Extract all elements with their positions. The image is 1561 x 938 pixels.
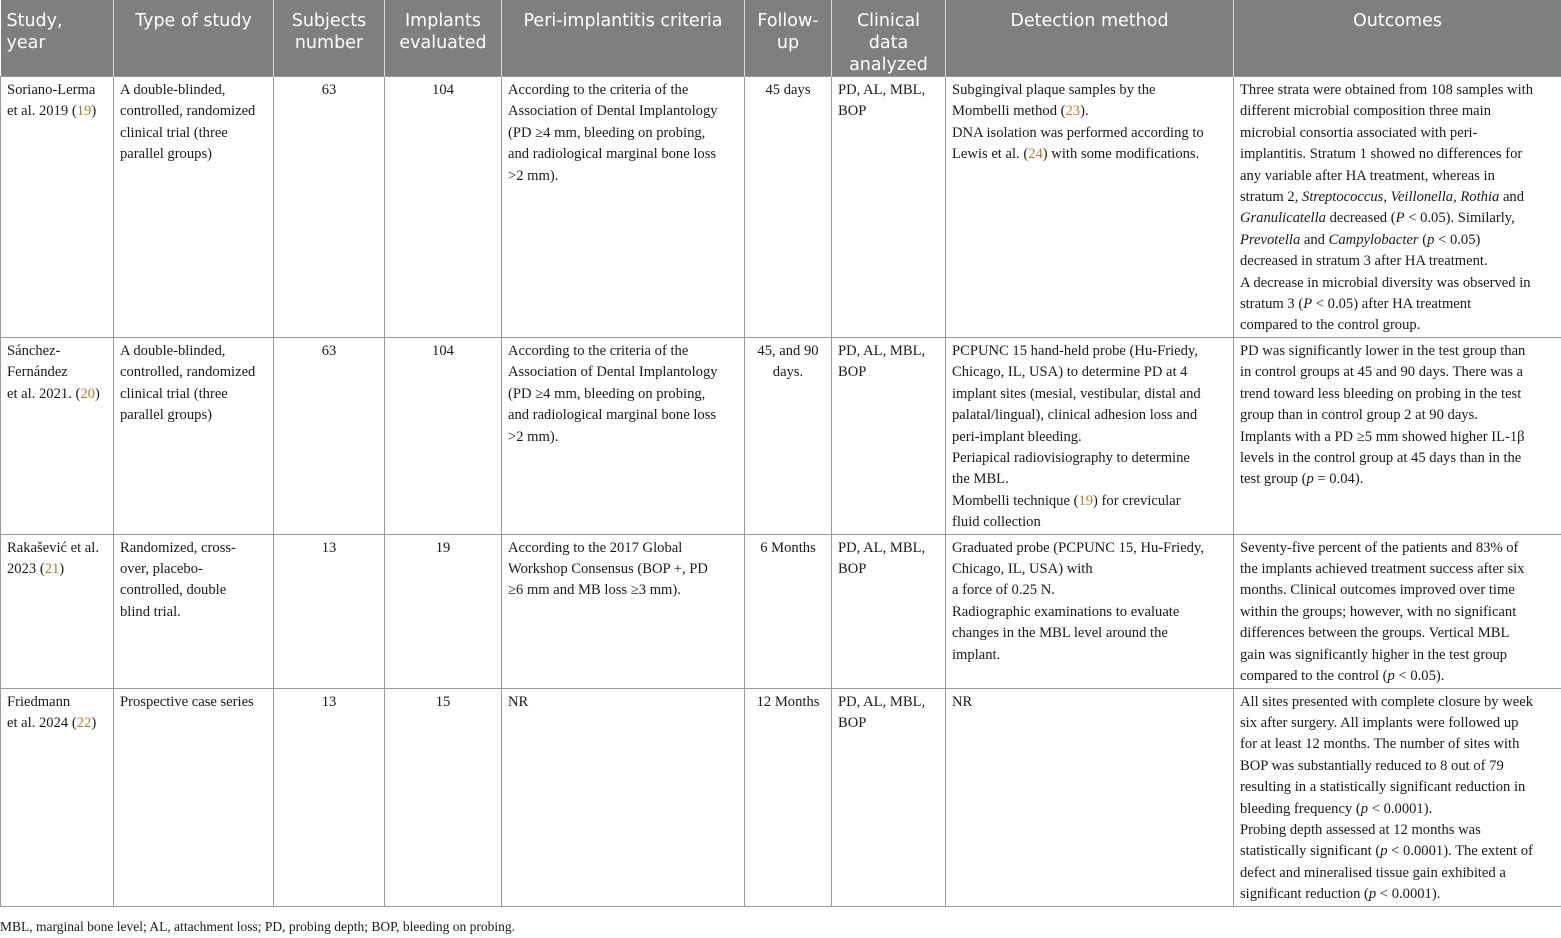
header-clinical: Clinical data analyzed xyxy=(832,0,946,77)
citation-link[interactable]: 23 xyxy=(1065,103,1081,120)
citation-link[interactable]: 20 xyxy=(80,385,95,402)
citation-link[interactable]: 19 xyxy=(1078,492,1094,509)
cell-followup: 6 Months xyxy=(745,534,832,688)
cell-type: A double-blinded, controlled, randomized clinical trial (three parallel groups) xyxy=(114,338,274,535)
cell-outcomes: PD was significantly lower in the test group than in control groups at 45 and 90 days. There was a trend toward less bleeding on probing in the test group than in control group 2 at 90 days. Implants with a PD ≥5 mm showed higher IL-1β levels in the control group at 45 days than in the test group (p = 0.04). xyxy=(1234,338,1561,535)
cell-study: Friedmann et al. 2024 (22) xyxy=(1,688,114,906)
cell-clinical: PD, AL, MBL, BOP xyxy=(832,77,946,338)
citation-link[interactable]: 19 xyxy=(76,103,92,120)
cell-outcomes: All sites presented with complete closure by week six after surgery. All implants were followed up for at least 12 months. The number of sites with BOP was substantially reduced to 8 out of 79 resulting in a statistically significant reduction in bleeding frequency (p < 0.0001). Probing depth assessed at 12 months was statistically significant (p < 0.0001). The extent of defect and mineralised tissue gain exhibited a significant reduction (p < 0.0001). xyxy=(1234,688,1561,906)
cell-type: A double-blinded, controlled, randomized clinical trial (three parallel groups) xyxy=(114,77,274,338)
header-study: Study, year xyxy=(1,0,114,77)
cell-subjects: 63 xyxy=(274,77,385,338)
cell-subjects: 13 xyxy=(274,688,385,906)
cell-criteria: According to the criteria of the Association of Dental Implantology (PD ≥4 mm, bleeding on probing, and radiological marginal bone loss >2 mm). xyxy=(502,338,745,535)
cell-detection: NR xyxy=(946,688,1234,906)
cell-criteria: According to the criteria of the Association of Dental Implantology (PD ≥4 mm, bleeding on probing, and radiological marginal bone loss >2 mm). xyxy=(502,77,745,338)
header-implants: Implants evaluated xyxy=(385,0,502,77)
table-row xyxy=(1,534,1561,688)
cell-clinical: PD, AL, MBL, BOP xyxy=(832,688,946,906)
table-row xyxy=(1,77,1561,338)
cell-study: Rakašević et al. 2023 (21) xyxy=(1,534,114,688)
header-criteria: Peri-implantitis criteria xyxy=(502,0,745,77)
cell-detection: Subgingival plaque samples by the Mombelli method (23). DNA isolation was performed according to Lewis et al. (24) with some modifications. xyxy=(946,77,1234,338)
header-row xyxy=(1,0,1561,77)
cell-type: Randomized, cross- over, placebo- controlled, double blind trial. xyxy=(114,534,274,688)
cell-subjects: 13 xyxy=(274,534,385,688)
citation-link[interactable]: 22 xyxy=(76,714,92,731)
cell-study: Soriano-Lerma et al. 2019 (19) xyxy=(1,77,114,338)
cell-criteria: NR xyxy=(502,688,745,906)
header-followup: Follow- up xyxy=(745,0,832,77)
cell-clinical: PD, AL, MBL, BOP xyxy=(832,534,946,688)
cell-followup: 12 Months xyxy=(745,688,832,906)
citation-link[interactable]: 24 xyxy=(1028,146,1043,163)
cell-followup: 45 days xyxy=(745,77,832,338)
cell-detection: PCPUNC 15 hand-held probe (Hu-Friedy, Chicago, IL, USA) to determine PD at 4 implant sites (mesial, vestibular, distal and palatal/lingual), clinical adhesion loss and peri-implant bleeding. Periapical radiovisiography to determine the MBL. Mombelli technique (19) for crevicular fluid collection xyxy=(946,338,1234,535)
cell-implants: 104 xyxy=(385,338,502,535)
cell-detection: Graduated probe (PCPUNC 15, Hu-Friedy, Chicago, IL, USA) with a force of 0.25 N. Radiographic examinations to evaluate changes in the MBL level around the implant. xyxy=(946,534,1234,688)
cell-implants: 15 xyxy=(385,688,502,906)
cell-followup: 45, and 90 days. xyxy=(745,338,832,535)
cell-clinical: PD, AL, MBL, BOP xyxy=(832,338,946,535)
cell-outcomes: Seventy-five percent of the patients and 83% of the implants achieved treatment success after six months. Clinical outcomes improved over time within the groups; however, with no significant differences between the groups. Vertical MBL gain was significantly higher in the test group compared to the control (p < 0.05). xyxy=(1234,534,1561,688)
cell-study: Sánchez- Fernández et al. 2021. (20) xyxy=(1,338,114,535)
cell-implants: 19 xyxy=(385,534,502,688)
table-row xyxy=(1,338,1561,535)
citation-link[interactable]: 21 xyxy=(44,561,60,578)
header-outcomes: Outcomes xyxy=(1234,0,1561,77)
header-subjects: Subjects number xyxy=(274,0,385,77)
cell-implants: 104 xyxy=(385,77,502,338)
header-type: Type of study xyxy=(114,0,274,77)
cell-type: Prospective case series xyxy=(114,688,274,906)
table-footnote: MBL, marginal bone level; AL, attachment loss; PD, probing depth; BOP, bleeding on probing. xyxy=(0,919,515,934)
cell-outcomes: Three strata were obtained from 108 samples with different microbial composition three main microbial consortia associated with peri- implantitis. Stratum 1 showed no differences for any variable after HA treatment, whereas in stratum 2, Streptococcus, Veillonella, Rothia and Granulicatella decreased (P < 0.05). Similarly, Prevotella and Campylobacter (p < 0.05) decreased in stratum 3 after HA treatment. A decrease in microbial diversity was observed in stratum 3 (P < 0.05) after HA treatment compared to the control group. xyxy=(1234,77,1561,338)
cell-subjects: 63 xyxy=(274,338,385,535)
cell-criteria: According to the 2017 Global Workshop Consensus (BOP +, PD ≥6 mm and MB loss ≥3 mm). xyxy=(502,534,745,688)
table-row xyxy=(1,688,1561,906)
header-detection: Detection method xyxy=(946,0,1234,77)
